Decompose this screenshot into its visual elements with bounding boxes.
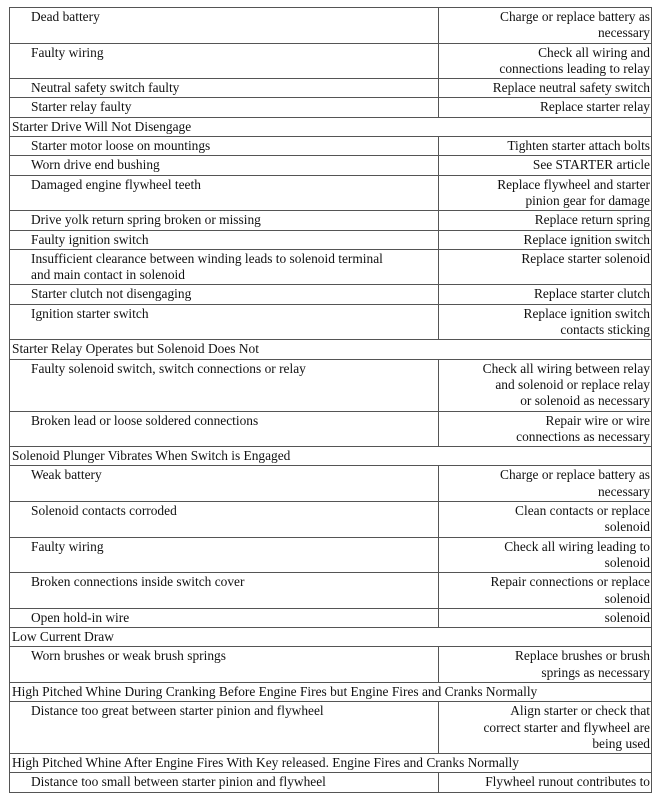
cause-text: Faulty wiring [31,44,104,60]
correction-cell [439,573,652,609]
troubleshooting-table-body [10,8,652,793]
table-row [10,411,652,447]
cause-cell [10,359,439,411]
table-row [10,285,652,304]
correction-cell [439,702,652,754]
correction-cell [439,502,652,538]
section-heading [10,340,652,359]
correction-cell [439,230,652,249]
correction-text: solenoid [604,609,650,625]
correction-cell [439,156,652,175]
table-row [10,175,652,211]
correction-text: Charge or replace battery as necessary [500,467,650,499]
section-heading-text: High Pitched Whine During Cranking Before Engine Fires but Engine Fires and Cranks Normally [12,683,538,699]
section-heading-text: Starter Relay Operates but Solenoid Does Not [12,341,259,357]
cause-cell [10,304,439,340]
cause-text: Drive yolk return spring broken or missing [31,212,261,228]
correction-cell [439,773,652,792]
cause-cell [10,137,439,156]
cause-cell [10,79,439,98]
correction-text: Check all wiring leading to solenoid [504,538,650,570]
cause-cell [10,608,439,627]
table-row [10,773,652,792]
section-heading-text: Solenoid Plunger Vibrates When Switch is Engaged [12,448,291,464]
correction-cell [439,285,652,304]
cause-text: Faulty ignition switch [31,231,149,247]
table-row [10,156,652,175]
table-row [10,359,652,411]
cause-cell [10,285,439,304]
correction-cell [439,175,652,211]
cause-text: Worn drive end bushing [31,157,160,173]
table-row [10,211,652,230]
cause-text: Distance too great between starter pinion and flywheel [31,703,324,719]
table-row [10,137,652,156]
correction-text: Flywheel runout contributes to [485,774,650,790]
cause-cell [10,647,439,683]
table-row [10,43,652,79]
correction-text: Replace brushes or brush springs as necessary [515,648,650,680]
table-row [10,537,652,573]
section-heading-row [10,447,652,466]
correction-cell [439,359,652,411]
cause-cell [10,249,439,285]
correction-text: Check all wiring and connections leading to relay [499,44,650,76]
troubleshooting-table [9,7,652,793]
correction-text: Replace ignition switch [523,231,650,247]
table-row [10,502,652,538]
correction-cell [439,466,652,502]
section-heading [10,447,652,466]
correction-text: Repair wire or wire connections as necessary [516,412,650,444]
cause-text: Dead battery [31,9,100,24]
correction-text: Clean contacts or replace solenoid [515,503,650,535]
cause-text: Damaged engine flywheel teeth [31,176,201,192]
cause-cell [10,573,439,609]
cause-cell [10,8,439,44]
correction-text: Charge or replace battery as necessary [500,9,650,41]
correction-cell [439,79,652,98]
table-row [10,98,652,117]
table-row [10,573,652,609]
table-row [10,702,652,754]
cause-cell [10,537,439,573]
section-heading-text: Low Current Draw [12,629,114,645]
cause-cell [10,466,439,502]
correction-cell [439,43,652,79]
cause-cell [10,502,439,538]
correction-text: Tighten starter attach bolts [507,138,650,154]
correction-cell [439,411,652,447]
correction-text: Replace neutral safety switch [492,80,650,96]
cause-text: Broken lead or loose soldered connections [31,412,259,428]
cause-cell [10,156,439,175]
cause-text: Broken connections inside switch cover [31,574,245,590]
correction-text: Replace return spring [534,212,650,228]
section-heading [10,682,652,701]
correction-cell [439,304,652,340]
cause-cell [10,211,439,230]
section-heading-row [10,682,652,701]
cause-text: Faulty wiring [31,538,104,554]
section-heading [10,117,652,136]
correction-cell [439,211,652,230]
table-row [10,304,652,340]
table-row [10,608,652,627]
correction-cell [439,8,652,44]
cause-text: Insufficient clearance between winding leads to solenoid terminal and main contact in solenoid [31,250,383,283]
cause-text: Solenoid contacts corroded [31,503,177,519]
cause-cell [10,98,439,117]
table-row [10,249,652,285]
correction-text: Replace ignition switch contacts sticking [523,305,650,338]
cause-text: Neutral safety switch faulty [31,80,180,96]
correction-cell [439,249,652,285]
section-heading [10,628,652,647]
cause-text: Weak battery [31,467,102,483]
correction-text: Align starter or check that correct starter and flywheel are being used [483,703,650,751]
cause-text: Worn brushes or weak brush springs [31,648,226,664]
section-heading-row [10,340,652,359]
cause-cell [10,230,439,249]
table-row [10,8,652,44]
correction-cell [439,608,652,627]
correction-text: Replace starter solenoid [521,250,650,266]
cause-text: Starter clutch not disengaging [31,286,192,302]
cause-cell [10,175,439,211]
cause-cell [10,702,439,754]
section-heading [10,754,652,773]
correction-text: Replace starter relay [539,99,650,115]
section-heading-row [10,628,652,647]
table-row [10,647,652,683]
table-row [10,79,652,98]
correction-text: Check all wiring between relay and solenoid or replace relay or solenoid as necessary [482,360,650,409]
table-row [10,466,652,502]
cause-cell [10,411,439,447]
correction-text: Repair connections or replace solenoid [490,574,650,606]
correction-text: Replace starter clutch [534,286,650,302]
cause-text: Open hold-in wire [31,609,130,625]
correction-cell [439,537,652,573]
section-heading-text: Starter Drive Will Not Disengage [12,118,192,134]
cause-text: Ignition starter switch [31,305,149,321]
correction-cell [439,647,652,683]
correction-text: Replace flywheel and starter pinion gear for damage [497,176,650,208]
correction-cell [439,98,652,117]
correction-cell [439,137,652,156]
correction-text: See STARTER article [532,157,650,173]
section-heading-text: High Pitched Whine After Engine Fires With Key released. Engine Fires and Cranks Normally [12,755,519,771]
cause-text: Distance too small between starter pinion and flywheel [31,774,326,790]
cause-text: Starter motor loose on mountings [31,138,211,154]
table-row [10,230,652,249]
cause-cell [10,773,439,792]
section-heading-row [10,754,652,773]
cause-cell [10,43,439,79]
section-heading-row [10,117,652,136]
cause-text: Faulty solenoid switch, switch connections or relay [31,360,306,376]
cause-text: Starter relay faulty [31,99,132,115]
